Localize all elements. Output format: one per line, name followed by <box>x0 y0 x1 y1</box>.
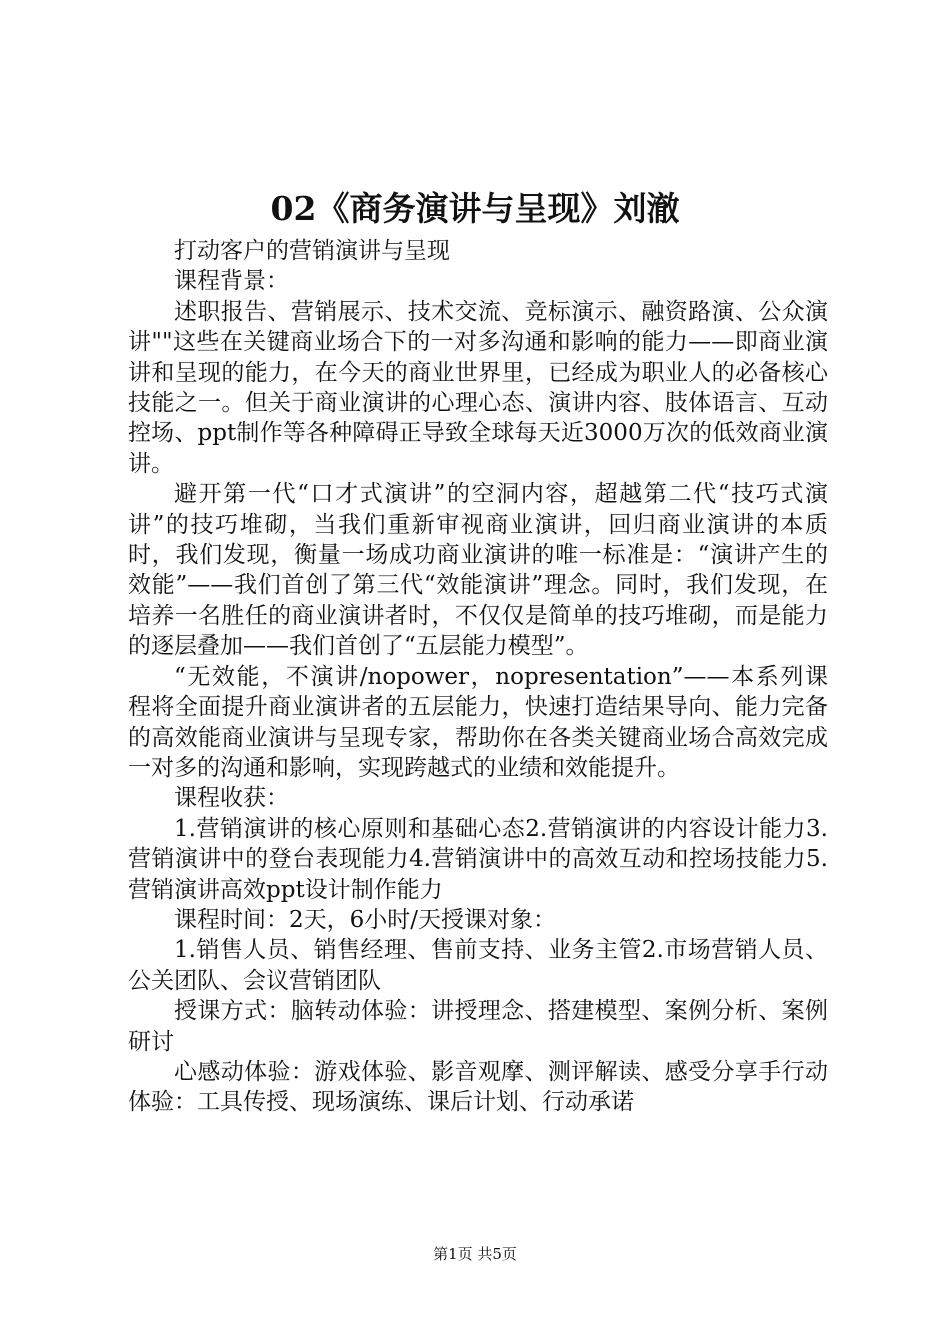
section-heading-gains: 课程收获： <box>174 785 289 812</box>
teaching-method-paragraph: 授课方式：脑转动体验：讲授理念、搭建模型、案例分析、案例研讨 <box>128 998 828 1055</box>
course-time-paragraph: 课程时间：2天，6小时/天授课对象： <box>174 906 557 933</box>
audience-paragraph: 1.销售人员、销售经理、售前支持、业务主管2.市场营销人员、公关团队、会议营销团队 <box>128 937 828 994</box>
gains-paragraph: 1.营销演讲的核心原则和基础心态2.营销演讲的内容设计能力3.营销演讲中的登台表现能力4.营销演讲中的高效互动和控场技能力5.营销演讲高效ppt设计制作能力 <box>128 815 828 903</box>
background-paragraph-2: 避开第一代“口才式演讲”的空洞内容，超越第二代“技巧式演讲”的技巧堆砌，当我们重新审视商业演讲，回归商业演讲的本质时，我们发现，衡量一场成功商业演讲的唯一标准是：“演讲产生的效能”——我们首创了第三代“效能演讲”理念。同时，我们发现，在培养一名胜任的商业演讲者时，不仅仅是简单的技巧堆砌，而是能力的逐层叠加——我们首创了“五层能力模型”。 <box>128 481 828 660</box>
background-paragraph-3: “无效能，不演讲/nopower，nopresentation”——本系列课程将全面提升商业演讲者的五层能力，快速打造结果导向、能力完备的高效能商业演讲与呈现专家，帮助你在各类关键商业场合高效完成一对多的沟通和影响，实现跨越式的业绩和效能提升。 <box>128 663 828 781</box>
background-paragraph-1: 述职报告、营销展示、技术交流、竞标演示、融资路演、公众演讲""这些在关键商业场合下的一对多沟通和影响的能力——即商业演讲和呈现的能力，在今天的商业世界里，已经成为职业人的必备核心技能之一。但关于商业演讲的心理心态、演讲内容、肢体语言、互动控场、ppt制作等各种障碍正导致全球每天近3000万次的低效商业演讲。 <box>128 298 828 477</box>
experience-paragraph: 心感动体验：游戏体验、影音观摩、测评解读、感受分享手行动体验：工具传授、现场演练、课后计划、行动承诺 <box>128 1058 828 1116</box>
document-body <box>128 236 828 1118</box>
page-footer: 第1页 共5页 <box>433 1245 517 1263</box>
section-heading-background: 课程背景： <box>174 268 289 295</box>
document-title: 02《商务演讲与呈现》刘澈 <box>270 189 680 228</box>
subtitle-paragraph: 打动客户的营销演讲与呈现 <box>174 238 450 264</box>
